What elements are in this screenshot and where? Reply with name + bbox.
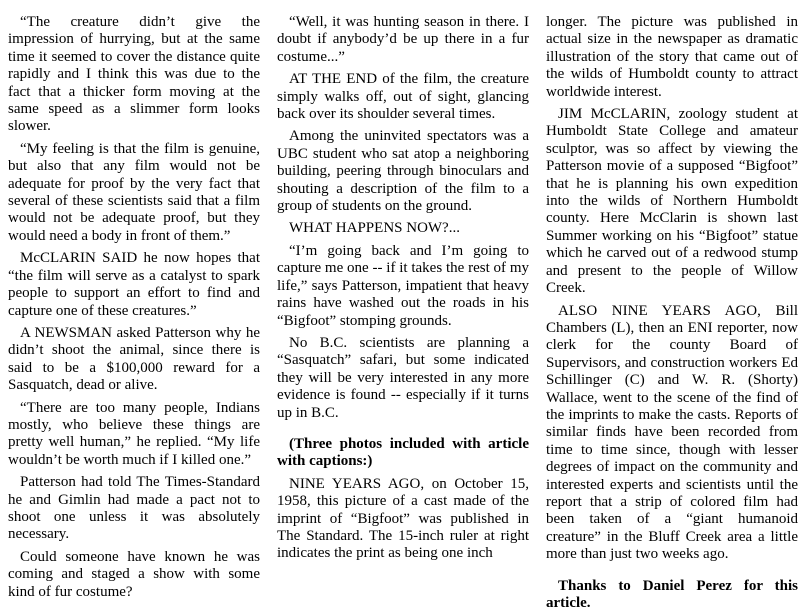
paragraph: WHAT HAPPENS NOW?... <box>289 220 460 237</box>
article-column-3 <box>546 14 798 611</box>
article-column-2 <box>277 14 529 578</box>
paragraph: No B.C. scientists are planning a “Sasquatch” safari, but some indicated they will be very interested in any more evidence is found -- especially if it turns up in B.C. <box>277 334 529 421</box>
paragraph: “The creature didn’t give the impression of hurrying, but at the same time it seemed to cover the distance quite rapidly and I think this was due to the fact that a thicker form moving at the same speed as a slimmer form looks slower. <box>8 14 260 135</box>
paragraph: JIM McCLARIN, zoology student at Humboldt State College and amateur sculptor, was so affect by viewing the Patterson movie of a supposed “Bigfoot” that he is planning his own expedition into the wilds of Northern Humboldt county. Here McClarin is shown last Summer working on his “Bigfoot” statue which he carved out of a redwood stump and present to the people of Willow Creek. <box>546 106 798 297</box>
paragraph: A NEWSMAN asked Patterson why he didn’t shoot the animal, since there is said to be a $100,000 reward for a Sasquatch, dead or alive. <box>8 324 260 394</box>
paragraph: longer. The picture was published in actual size in the newspaper as dramatic illustration of the story that came out of the wilds of Humboldt county to attract worldwide interest. <box>546 14 798 100</box>
paragraph: “My feeling is that the film is genuine, but also that any film would not be adequate for proof by the very fact that several of these scientists said that a film would not be adequate proof, but they would need a body in front of them.” <box>8 140 260 244</box>
paragraph: Among the uninvited spectators was a UBC student who sat atop a neighboring building, peering through binoculars and shouting a description of the film to a group of students on the ground. <box>277 128 529 215</box>
article-column-1 <box>8 14 260 600</box>
paragraph: “There are too many people, Indians mostly, who believe these things are pretty well human,” he replied. “My life wouldn’t be worth much if I killed one.” <box>8 399 260 468</box>
paragraph: McCLARIN SAID he now hopes that “the film will serve as a catalyst to spark people to support an effort to find and capture one of these creatures.” <box>8 250 260 319</box>
paragraph: AT THE END of the film, the creature simply walks off, out of sight, glancing back over its shoulder several times. <box>277 71 529 123</box>
paragraph: Could someone have known he was coming and staged a show with some kind of fur costume? <box>8 548 260 600</box>
paragraph: “Well, it was hunting season in there. I doubt if anybody’d be up there in a fur costume...” <box>277 14 529 65</box>
paragraph: Patterson had told The Times-Standard he and Gimlin had made a pact not to shoot one unless it was absolutely necessary. <box>8 474 260 543</box>
paragraph: “I’m going back and I’m going to capture me one -- if it takes the rest of my life,” says Patterson, impatient that heavy rains have washed out the roads in his “Bigfoot” stomping grounds. <box>277 242 529 329</box>
paragraph: NINE YEARS AGO, on October 15, 1958, this picture of a cast made of the imprint of “Bigfoot” was published in The Standard. The 15-inch ruler at right indicates the print as being one inch <box>277 475 529 562</box>
credit-line: Thanks to Daniel Perez for this article. <box>546 577 798 611</box>
paragraph: ALSO NINE YEARS AGO, Bill Chambers (L), then an ENI reporter, now clerk for the county Board of Supervisors, and construction workers Ed Schillinger (C) and W. R. (Shorty) Wallace, went to the scene of the find of the imprints to make the casts. Reports of similar finds have been recorded from time to time since, though with lesser degrees of impact on the community and interested experts and scientists until the report that a strip of colored film had been taken of a “giant humanoid creature” in the Bluff Creek area a little more than just two weeks ago. <box>546 302 798 563</box>
photos-note: (Three photos included with article with captions:) <box>277 435 529 470</box>
